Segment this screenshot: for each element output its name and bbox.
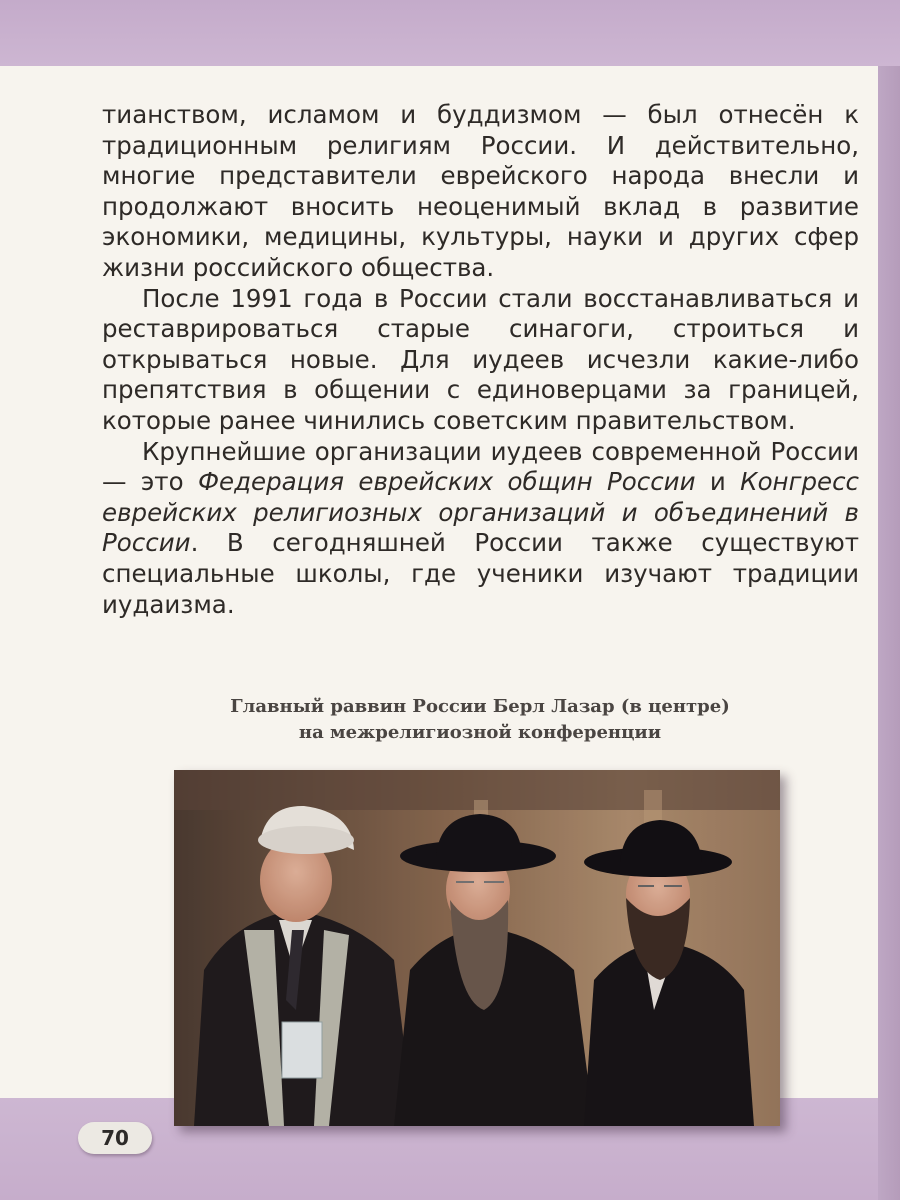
page-top-band — [0, 0, 900, 66]
paragraph-2: После 1991 года в России стали восстанавливаться и реставрироваться старые синагоги, строиться и открываться новые. Для иудеев исчезли какие-либо препятствия в общении с единоверцами за границей, которые ранее чинились советским правительством. — [102, 283, 859, 435]
paragraph-3-part-a: Крупнейшие организации иудеев современной России — это — [102, 436, 859, 497]
paragraph-3-part-c: и — [695, 467, 741, 497]
paragraph-1: тианством, исламом и буддизмом — был отнесён к традиционным религиям России. И действительно, многие представители еврейского народа внесли и продолжают вносить неоценимый вклад в развитие экономики, медицины, культуры, науки и других сфер жизни российского общества. — [102, 100, 859, 282]
paragraph-3-part-e: . В сегодняшней России также существуют специальные школы, где ученики изучают традиции иудаизма. — [102, 528, 859, 619]
body-text — [102, 100, 859, 620]
page-number-badge — [78, 1122, 152, 1154]
conference-photo — [174, 770, 780, 1126]
photo-caption — [110, 694, 850, 746]
organization-kerooor: Конгресс еврейских религиозных организаций и объединений в России — [102, 467, 860, 558]
caption-line-2: на межрелигиозной конференции — [298, 722, 662, 743]
page-number: 70 — [101, 1126, 129, 1150]
page-right-strip — [878, 66, 900, 1200]
paragraph-3 — [102, 437, 859, 621]
organization-fjc-russia: Федерация еврейских общин России — [197, 467, 696, 497]
caption-line-1: Главный раввин России Берл Лазар (в центре) — [230, 696, 730, 717]
